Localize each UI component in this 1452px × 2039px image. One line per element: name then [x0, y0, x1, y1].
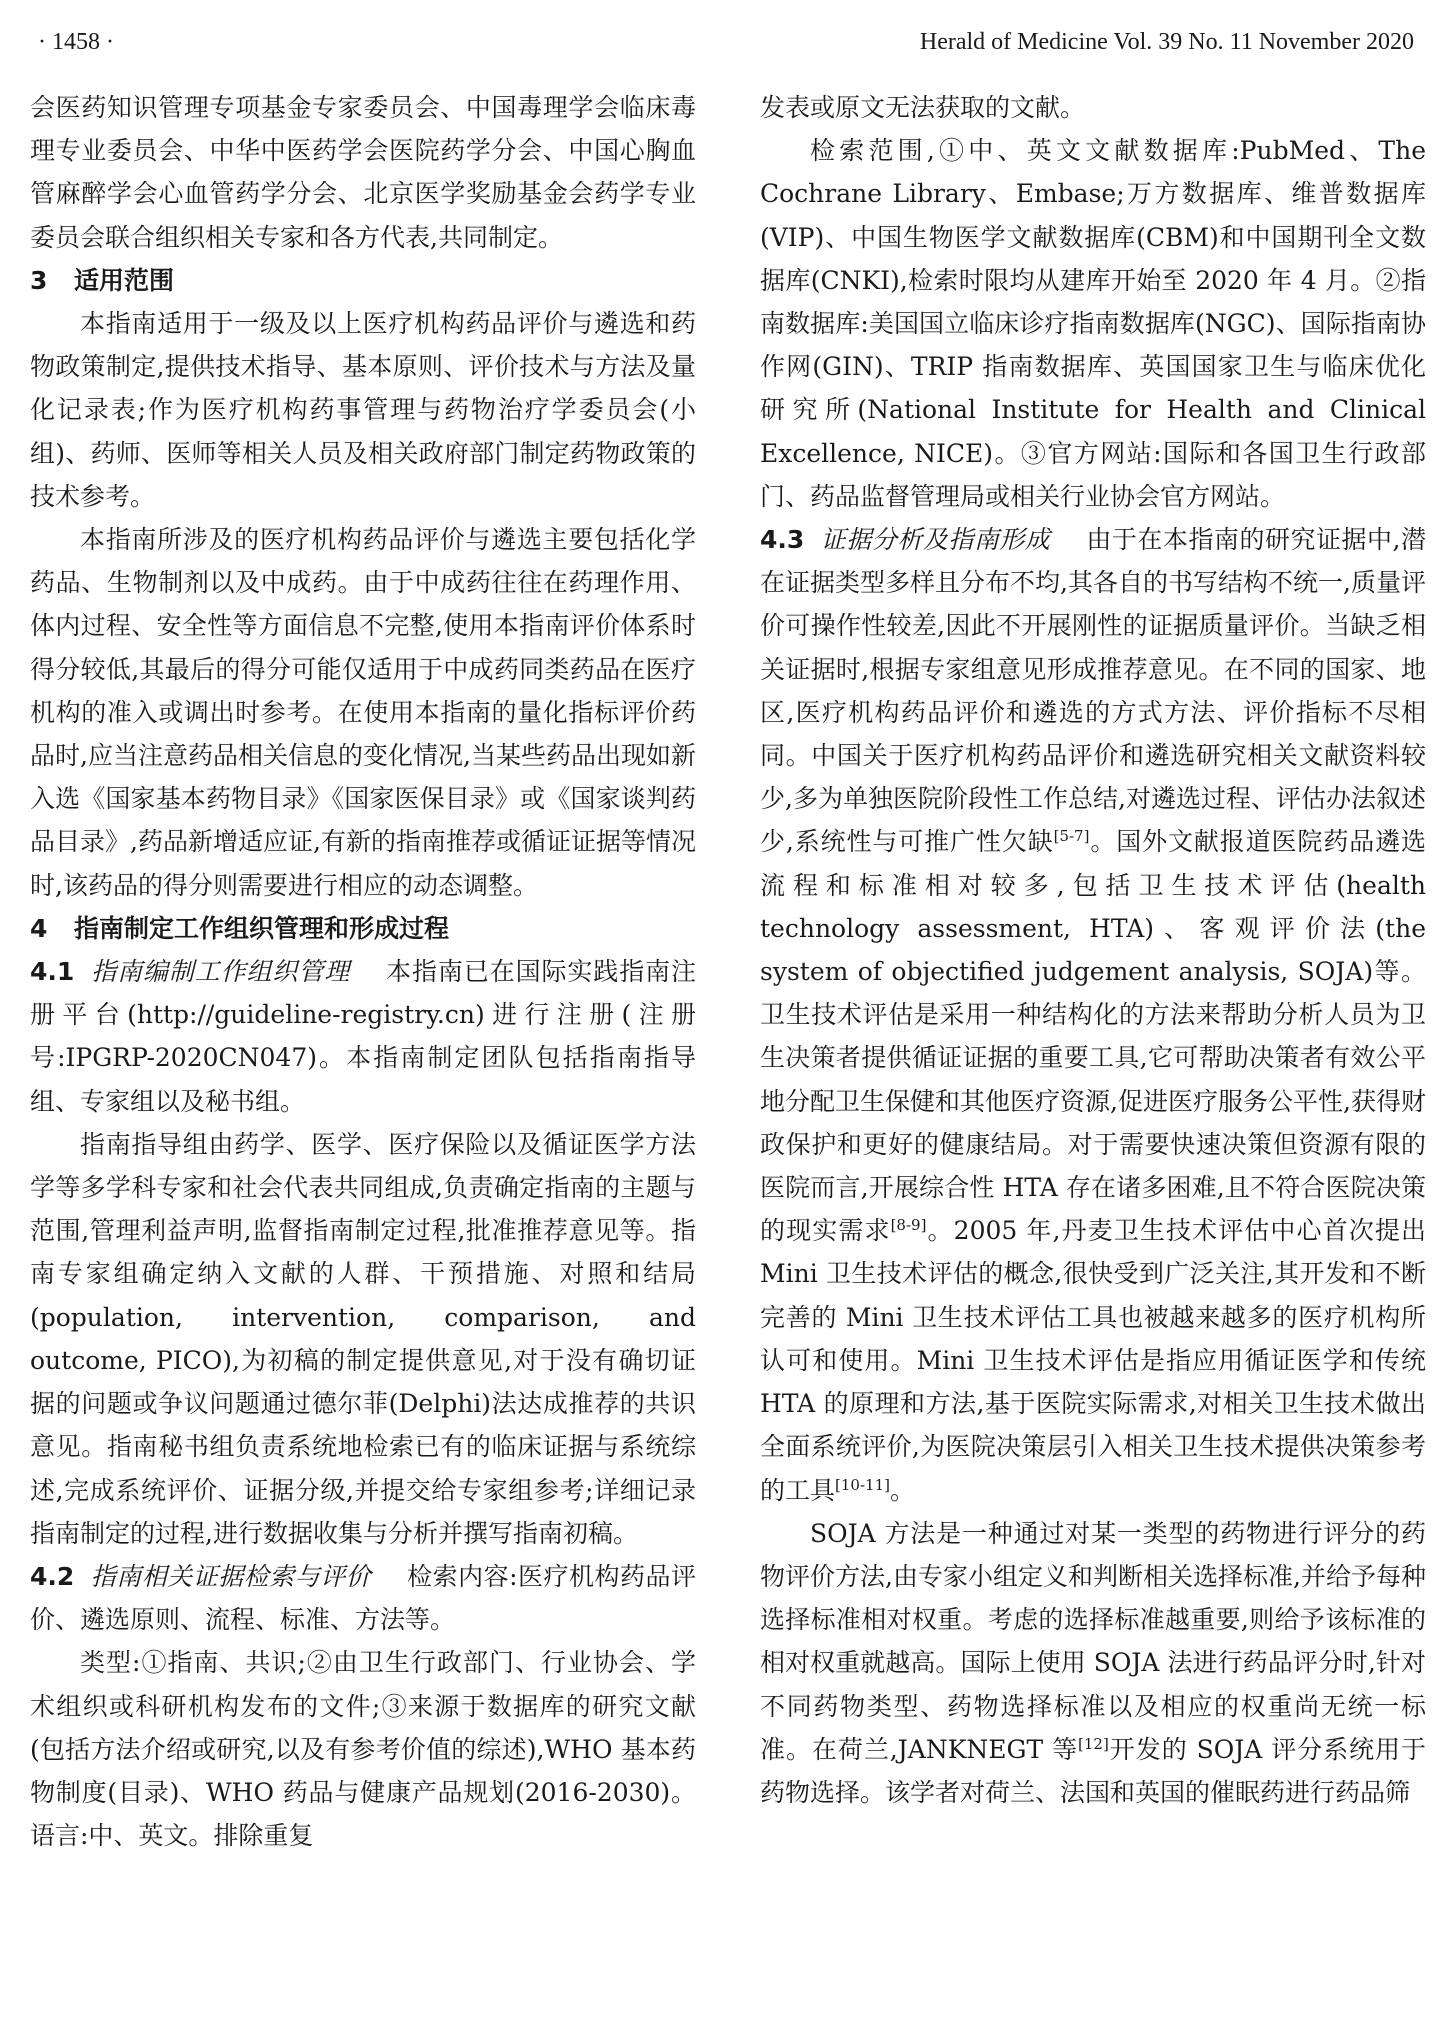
subsection-paragraph [30, 950, 696, 1123]
paragraph-text: SOJA 方法是一种通过对某一类型的药物进行评分的药物评价方法,由专家小组定义和判断相关选择标准,并给予每种选择标准相对权重。考虑的选择标准越重要,则给予该标准的相对权重就越高。国际上使用 SOJA 法进行药品评分时,针对不同药物类型、药物选择标准以及相应的权重尚无统一标准。在荷兰,JANKNEGT 等 [760, 1518, 1426, 1764]
subsection-text: 。国外文献报道医院药品遴选流程和标准相对较多,包括卫生技术评估(health technology assessment, HTA)、客观评价法(the system of objectified judgement analysis, SOJA)等。卫生技术评估是采用一种结构化的方法来帮助分析人员为卫生决策者提供循证证据的重要工具,它可帮助决策者有效公平地分配卫生保健和其他医疗资源,促进医疗服务公平性,获得财政保护和更好的健康结局。对于需要快速决策但资源有限的医院而言,开展综合性 HTA 存在诸多困难,且不符合医院决策的现实需求 [760, 827, 1426, 1246]
citation: [10-11] [835, 1475, 890, 1494]
paragraph: 本指南适用于一级及以上医疗机构药品评价与遴选和药物政策制定,提供技术指导、基本原则、评价技术与方法及量化记录表;作为医疗机构药事管理与药物治疗学委员会(小组)、药师、医师等相关人员及相关政府部门制定药物政策的技术参考。 [30, 309, 696, 511]
section-number: 4 [30, 913, 48, 943]
paragraph [760, 1512, 1426, 1814]
paragraph: 指南指导组由药学、医学、医疗保险以及循证医学方法学等多学科专家和社会代表共同组成,负责确定指南的主题与范围,管理利益声明,监督指南制定过程,批准推荐意见等。指南专家组确定纳入文献的人群、干预措施、对照和结局(population, intervention, comparison, and outcome, PICO),为初稿的制定提供意见,对于没有确切证据的问题或争议问题通过德尔菲(Delphi)法达成推荐的共识意见。指南秘书组负责系统地检索已有的临床证据与系统综述,完成系统评价、证据分级,并提交给专家组参考;详细记录指南制定的过程,进行数据收集与分析并撰写指南初稿。 [30, 1129, 696, 1548]
subsection-paragraph [760, 518, 1426, 1512]
section-title: 指南制定工作组织管理和形成过程 [74, 913, 450, 943]
citation: [8-9] [890, 1216, 927, 1235]
subsection-text: 由于在本指南的研究证据中,潜在证据类型多样且分布不均,其各自的书写结构不统一,质量评价可操作性较差,因此不开展刚性的证据质量评价。当缺乏相关证据时,根据专家组意见形成推荐意见。在不同的国家、地区,医疗机构药品评价和遴选的方式方法、评价指标不尽相同。中国关于医疗机构药品评价和遴选研究相关文献资料较少,多为单独医院阶段性工作总结,对遴选过程、评估办法叙述少,系统性与可推广性欠缺 [760, 525, 1426, 857]
section-number: 3 [30, 265, 48, 295]
paragraph: 会医药知识管理专项基金专家委员会、中国毒理学会临床毒理专业委员会、中华中医药学会医院药学分会、中国心胸血管麻醉学会心血管药学分会、北京医学奖励基金会药学专业委员会联合组织相关专家和各方代表,共同制定。 [30, 93, 696, 252]
left-column [30, 86, 696, 1857]
paragraph: 发表或原文无法获取的文献。 [760, 93, 1086, 122]
subsection-text: 检索内容:医疗机构药品评价、遴选原则、流程、标准、方法等。 [30, 1561, 696, 1635]
subsection-title: 指南编制工作组织管理 [90, 957, 351, 987]
paragraph-text: 开发的 SOJA 评分系统用于药物选择。该学者对荷兰、法国和英国的催眠药进行药品筛 [760, 1734, 1427, 1807]
paragraph: 本指南所涉及的医疗机构药品评价与遴选主要包括化学药品、生物制剂以及中成药。由于中成药往往在药理作用、体内过程、安全性等方面信息不完整,使用本指南评价体系时得分较低,其最后的得分可能仅适用于中成药同类药品在医疗机构的准入或调出时参考。在使用本指南的量化指标评价药品时,应当注意药品相关信息的变化情况,当某些药品出现如新入选《国家基本药物目录》《国家医保目录》或《国家谈判药品目录》,药品新增适应证,有新的指南推荐或循证证据等情况时,该药品的得分则需要进行相应的动态调整。 [30, 525, 696, 900]
running-header [38, 22, 1414, 62]
subsection-text: 。 [889, 1475, 915, 1505]
subsection-paragraph [30, 1555, 696, 1641]
subsection-text: 。2005 年,丹麦卫生技术评估中心首次提出 Mini 卫生技术评估的概念,很快受到广泛关注,其开发和不断完善的 Mini 卫生技术评估工具也被越来越多的医疗机构所认可和使用。Mini 卫生技术评估是指应用循证医学和传统 HTA 的原理和方法,基于医院实际需求,对相关卫生技术做出全面系统评价,为医院决策层引入相关卫生技术提供决策参考的工具 [760, 1216, 1426, 1505]
section-heading [30, 907, 696, 950]
paragraph: 检索范围,①中、英文文献数据库:PubMed、The Cochrane Library、Embase;万方数据库、维普数据库(VIP)、中国生物医学文献数据库(CBM)和中国期刊全文数据库(CNKI),检索时限均从建库开始至 2020 年 4 月。②指南数据库:美国国立临床诊疗指南数据库(NGC)、国际指南协作网(GIN)、TRIP 指南数据库、英国国家卫生与临床优化研究所(National Institute for Health and Clinical Excellence, NICE)。③官方网站:国际和各国卫生行政部门、药品监督管理局或相关行业协会官方网站。 [760, 136, 1426, 511]
citation: [5-7] [1053, 827, 1090, 846]
subsection-text: 本指南已在国际实践指南注册平台(http://guideline-registry.cn)进行注册(注册号:IPGRP-2020CN047)。本指南制定团队包括指南指导组、专家组以及秘书组。 [30, 957, 696, 1116]
subsection-title: 证据分析及指南形成 [820, 525, 1051, 555]
subsection-number: 4.2 [30, 1561, 75, 1591]
subsection-number: 4.3 [760, 525, 805, 555]
page-number: · 1458 · [38, 28, 114, 55]
citation: [12] [1078, 1734, 1109, 1753]
subsection-title: 指南相关证据检索与评价 [90, 1561, 372, 1591]
journal-info: Herald of Medicine Vol. 39 No. 11 November 2020 [919, 28, 1414, 55]
right-column [760, 86, 1426, 1814]
section-title: 适用范围 [74, 265, 175, 295]
subsection-number: 4.1 [30, 957, 75, 987]
paragraph: 类型:①指南、共识;②由卫生行政部门、行业协会、学术组织或科研机构发布的文件;③来源于数据库的研究文献(包括方法介绍或研究,以及有参考价值的综述),WHO 基本药物制度(目录)、WHO 药品与健康产品规划(2016-2030)。语言:中、英文。排除重复 [30, 1648, 696, 1851]
section-heading [30, 259, 696, 302]
